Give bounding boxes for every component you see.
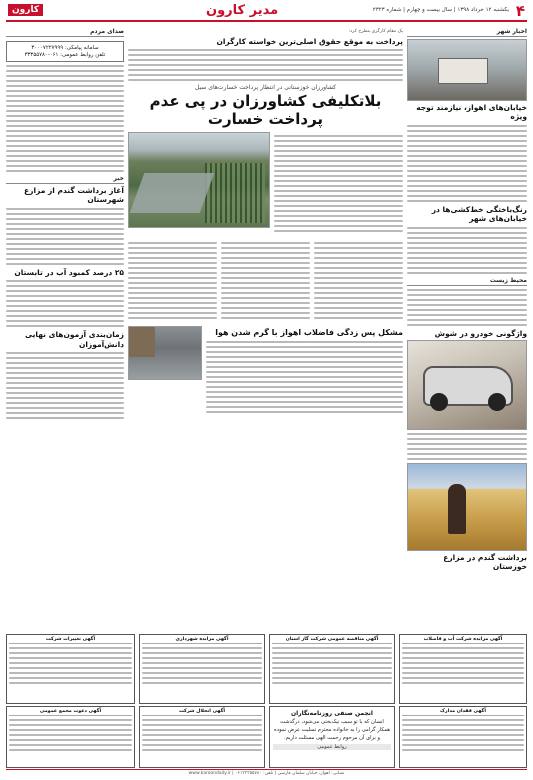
side-kicker: یک مقام کارگری مطرح کرد: — [348, 29, 403, 34]
ads-row — [6, 706, 527, 768]
article-body — [128, 242, 217, 319]
side-headline: پرداخت به موقع حقوق اصلی‌ترین خواسته کارگران — [216, 37, 403, 47]
headline: خیابان‌های اهواز، نیازمند توجه ویژه — [416, 103, 527, 122]
condolence-body: انسان که با تو سبب نیک‌بختی می‌شود، درگذشت همکار گرامی را به خانواده محترم تسلیت عرض نموده و برای آن مرحوم رحمت الهی مسئلت داریم. — [274, 719, 390, 741]
ad-title: آگهی مزایده شهرداری — [142, 637, 262, 644]
article-body — [6, 352, 124, 419]
section-title: محیط زیست — [407, 277, 527, 286]
article-body — [407, 433, 527, 460]
ad-box — [6, 706, 135, 768]
main-headline: بلاتکلیفی کشاورزان در پی عدم پرداخت خسارت — [149, 92, 382, 129]
sewage-street-photo — [128, 326, 202, 380]
article-body — [6, 65, 124, 172]
ad-box — [399, 706, 527, 768]
headline: آغاز برداشت گندم از مزارع شهرستان — [24, 186, 124, 205]
article-body — [314, 242, 403, 319]
ad-box — [269, 634, 395, 704]
road-photo — [407, 39, 527, 101]
page-title: مدیر کارون — [206, 3, 279, 18]
ad-title: آگهی فقدان مدارک — [402, 709, 524, 716]
headline: واژگونی خودرو در شوش — [434, 328, 527, 338]
article-body — [128, 49, 403, 81]
condolence-signature: روابط عمومی — [273, 744, 391, 750]
ad-title: آگهی انحلال شرکت — [142, 709, 262, 716]
ad-title: آگهی مزایده شرکت آب و فاضلاب — [402, 637, 524, 644]
wheat-harvest-photo — [407, 463, 527, 551]
ad-box — [399, 634, 527, 704]
car-accident-photo — [407, 340, 527, 430]
sms-number: سامانه پیامکی: ۳۰۰۰۷۲۲۷۹۹۹ — [31, 45, 99, 51]
article-body — [206, 341, 403, 413]
middle-column — [128, 28, 403, 632]
condolence-title: انجمن صنفی روزنامه‌نگاران — [291, 710, 373, 717]
section-title: خبر — [6, 175, 124, 184]
headline: مشکل پس زدگی فاضلاب اهواز با گرم شدن هوا — [215, 328, 403, 338]
article-body — [407, 289, 527, 326]
condolence-box — [269, 706, 395, 768]
left-column — [6, 28, 124, 632]
ads-row — [6, 634, 527, 704]
ad-title: آگهی دعوت مجمع عمومی — [9, 709, 132, 716]
ad-title: آگهی مناقصه عمومی شرکت گاز استان — [272, 637, 392, 644]
article-body — [407, 125, 527, 202]
issue-date: یکشنبه ۱۲ خرداد ۱۳۹۸ | سال بیست و چهارم | شماره ۲۳۲۳ — [372, 7, 509, 13]
ad-title: آگهی تغییرات شرکت — [9, 637, 132, 644]
ad-box — [139, 706, 265, 768]
article-body — [221, 242, 310, 319]
contact-box — [6, 41, 124, 62]
article-body — [407, 227, 527, 274]
article-body — [274, 135, 403, 232]
footer-text: نشانی: اهواز، خیابان سلمان فارسی | تلفن: ۰۶۱۳۳۳۵۵۷۸۰ | www.karoondaily.ir — [188, 771, 345, 776]
headline: ۲۵ درصد کمبود آب در تابستان — [14, 267, 124, 277]
article-body — [6, 208, 124, 265]
headline: زمان‌بندی آزمون‌های نهایی دانش‌آموزان — [25, 330, 124, 349]
headline: برداشت گندم در مزارع خوزستان — [443, 552, 527, 572]
ad-box — [6, 634, 135, 704]
newspaper-logo: کارون — [8, 4, 43, 16]
section-title: اخبار شهر — [407, 28, 527, 37]
right-column — [407, 28, 527, 632]
section-title: صدای مردم — [6, 28, 124, 37]
page-number: ۴ — [515, 2, 525, 20]
masthead — [6, 2, 527, 22]
flooded-farm-photo — [128, 132, 270, 228]
footer — [6, 769, 527, 777]
phone-number: تلفن روابط عمومی: ۰۶۱-۳۳۳۵۵۷۸۰ — [24, 52, 106, 58]
article-body — [6, 280, 124, 327]
ad-box — [139, 634, 265, 704]
main-kicker: کشاورزان خوزستانی در انتظار پرداخت خسارت‌های سیل — [194, 84, 337, 92]
headline: رنگ‌باختگی خط‌کشی‌ها در خیابان‌های شهر — [431, 204, 527, 224]
